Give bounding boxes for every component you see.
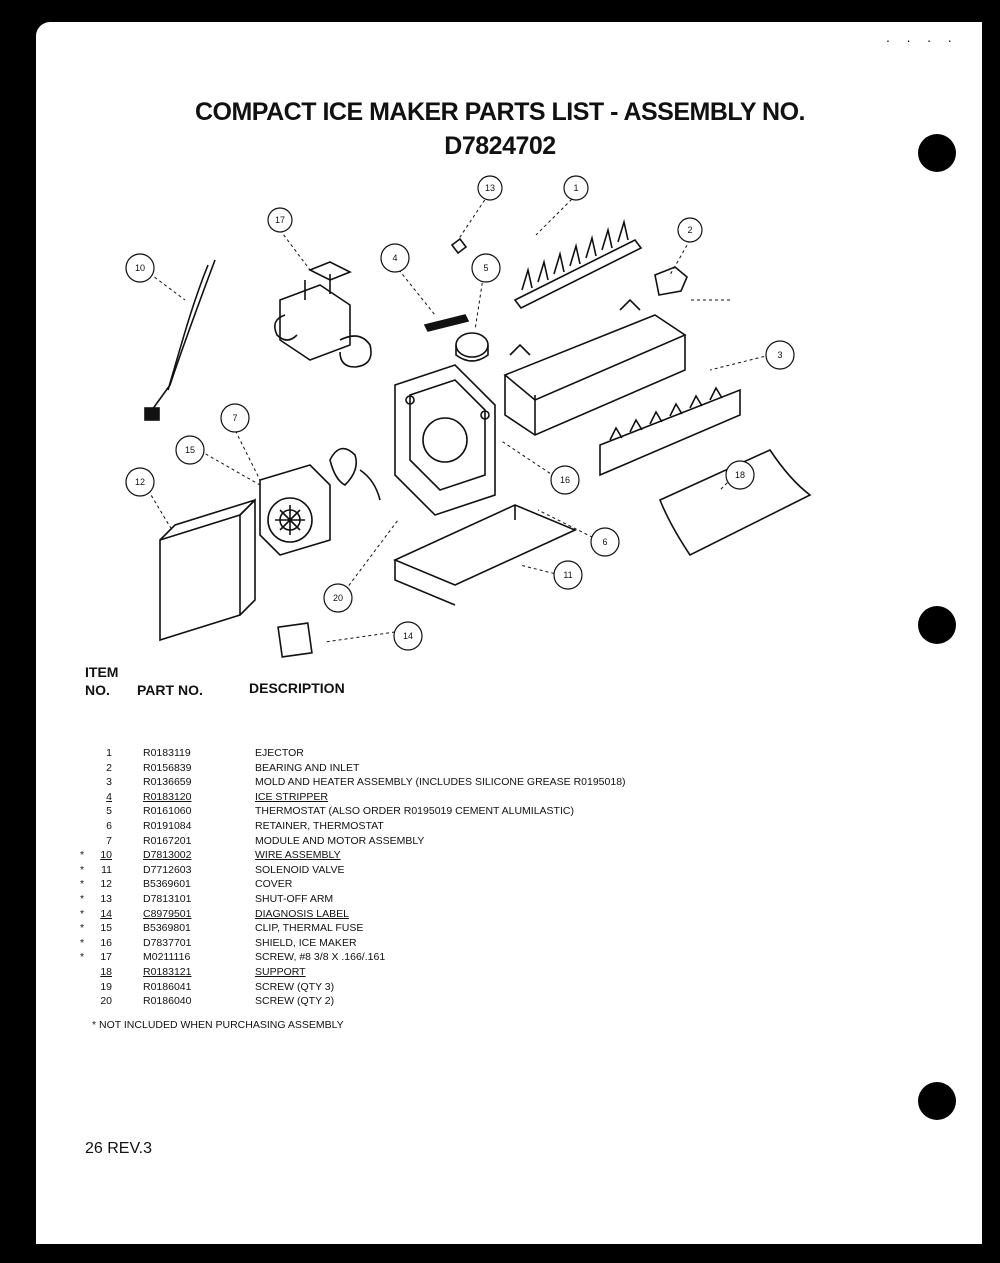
header-description: DESCRIPTION	[249, 680, 345, 696]
parts-row	[0, 804, 760, 818]
callout-label: 14	[402, 631, 414, 641]
parts-row	[0, 980, 760, 994]
item-number: 13	[100, 893, 112, 905]
item-number: 15	[100, 922, 112, 935]
part-number: R0167201	[143, 834, 192, 847]
assembly-number: D7824702	[444, 132, 556, 160]
part-number: R0191084	[143, 820, 192, 832]
part-description: BEARING AND INLET	[255, 761, 360, 774]
header-item: ITEM	[85, 664, 119, 680]
module-housing-shape	[395, 365, 495, 515]
item-asterisk: *	[80, 922, 85, 935]
parts-row	[0, 921, 760, 935]
part-number: B5369801	[143, 922, 191, 935]
part-number: R0161060	[143, 805, 192, 818]
shield-lower-shape	[395, 505, 575, 585]
callout-label: 5	[483, 263, 489, 273]
item-number: 4	[106, 790, 112, 803]
part-description: EJECTOR	[255, 747, 304, 759]
part-number: C8979501	[143, 907, 192, 920]
callout-label: 10	[134, 263, 146, 273]
callout-label: 1	[573, 183, 579, 193]
item-number: 14	[100, 907, 112, 920]
parts-row	[0, 775, 760, 789]
part-description: MOLD AND HEATER ASSEMBLY (INCLUDES SILICONE GREASE R0195018)	[255, 776, 626, 789]
callout-label: 13	[484, 183, 496, 193]
item-number: 18	[100, 966, 112, 978]
callout-label: 18	[734, 470, 746, 480]
part-number: M0211116	[143, 951, 191, 964]
parts-row	[0, 994, 760, 1008]
part-description: SOLENOID VALVE	[255, 863, 345, 876]
part-description: COVER	[255, 878, 293, 891]
item-number: 17	[100, 951, 112, 964]
cam-shape	[330, 449, 356, 485]
part-number: D7813002	[143, 849, 192, 862]
item-number: 1	[106, 747, 112, 759]
shut-off-arm-shape	[452, 239, 466, 253]
footnote: * NOT INCLUDED WHEN PURCHASING ASSEMBLY	[92, 1019, 344, 1031]
item-number: 19	[100, 980, 112, 993]
part-number: R0183121	[143, 966, 192, 978]
part-description: CLIP, THERMAL FUSE	[255, 922, 364, 935]
part-description: WIRE ASSEMBLY	[255, 849, 341, 862]
part-number: R0156839	[143, 761, 192, 774]
part-description: SHIELD, ICE MAKER	[255, 936, 357, 949]
parts-row	[0, 892, 760, 906]
binder-hole-middle	[918, 606, 956, 644]
callout-label: 15	[184, 445, 196, 455]
part-description: SHUT-OFF ARM	[255, 893, 334, 905]
callout-label: 12	[134, 477, 146, 487]
header-part-no: PART NO.	[137, 682, 203, 698]
ejector-shape	[515, 222, 641, 308]
item-number: 2	[106, 761, 112, 774]
part-number: R0183120	[143, 790, 192, 803]
header-item-no: NO.	[85, 682, 110, 698]
part-description: THERMOSTAT (ALSO ORDER R0195019 CEMENT ALUMILASTIC)	[255, 805, 574, 818]
item-number: 16	[100, 936, 112, 949]
callout-label: 4	[392, 253, 398, 263]
part-description: SUPPORT	[255, 966, 306, 978]
part-number: B5369601	[143, 878, 191, 891]
cover-shape	[160, 500, 255, 640]
item-asterisk: *	[80, 936, 85, 949]
callout-label: 20	[332, 593, 344, 603]
part-description: ICE STRIPPER	[255, 790, 328, 803]
parts-row	[0, 965, 760, 979]
item-number: 11	[101, 863, 112, 876]
item-number: 3	[106, 776, 112, 789]
motor-shape	[260, 465, 330, 555]
item-asterisk: *	[80, 878, 85, 891]
parts-row	[0, 848, 760, 862]
part-number: R0186041	[143, 980, 192, 993]
callout-label: 2	[687, 225, 693, 235]
parts-row	[0, 907, 760, 921]
item-asterisk: *	[80, 907, 85, 920]
parts-row	[0, 936, 760, 950]
item-asterisk: *	[80, 863, 85, 876]
item-number: 6	[106, 820, 112, 832]
part-number: D7837701	[143, 936, 192, 949]
page-title: COMPACT ICE MAKER PARTS LIST - ASSEMBLY NO.	[194, 98, 806, 126]
ice-stripper-shape	[425, 315, 468, 331]
parts-row	[0, 761, 760, 775]
binder-hole-bottom	[918, 1082, 956, 1120]
item-asterisk: *	[80, 951, 85, 964]
parts-row	[0, 790, 760, 804]
item-number: 10	[100, 849, 112, 862]
callout-label: 16	[559, 475, 571, 485]
part-number: R0136659	[143, 776, 192, 789]
item-number: 7	[106, 834, 112, 847]
part-description: SCREW, #8 3/8 X .166/.161	[255, 951, 386, 964]
thermostat-shape	[456, 333, 488, 361]
parts-row	[0, 834, 760, 848]
diagnosis-label-shape	[278, 623, 312, 657]
exploded-parts-diagram	[90, 170, 830, 670]
parts-row	[0, 819, 760, 833]
part-description: RETAINER, THERMOSTAT	[255, 820, 384, 832]
callout-label: 6	[602, 537, 608, 547]
callout-label: 3	[777, 350, 783, 360]
wire-connector-shape	[145, 408, 159, 420]
item-number: 5	[106, 805, 112, 818]
support-shape	[600, 388, 740, 475]
parts-row	[0, 950, 760, 964]
part-number: D7813101	[143, 893, 192, 905]
part-number: D7712603	[143, 863, 192, 876]
page-number: 26 REV.3	[85, 1140, 153, 1157]
part-description: SCREW (QTY 3)	[255, 980, 335, 993]
part-description: DIAGNOSIS LABEL	[255, 907, 349, 920]
part-description: MODULE AND MOTOR ASSEMBLY	[255, 834, 425, 847]
part-number: R0186040	[143, 995, 192, 1008]
parts-row	[0, 746, 760, 760]
parts-row	[0, 877, 760, 891]
callout-label: 7	[232, 413, 238, 423]
solenoid-valve-shape	[275, 262, 371, 367]
parts-row	[0, 863, 760, 877]
part-number: R0183119	[143, 747, 191, 759]
bearing-inlet-shape	[655, 267, 687, 295]
item-number: 20	[100, 995, 112, 1008]
item-asterisk: *	[80, 849, 85, 862]
item-number: 12	[100, 878, 112, 891]
item-asterisk: *	[80, 893, 85, 905]
part-description: SCREW (QTY 2)	[255, 995, 335, 1008]
corner-marks: · · · ·	[885, 32, 958, 48]
callout-label: 17	[274, 215, 286, 225]
callout-label: 11	[563, 570, 573, 580]
